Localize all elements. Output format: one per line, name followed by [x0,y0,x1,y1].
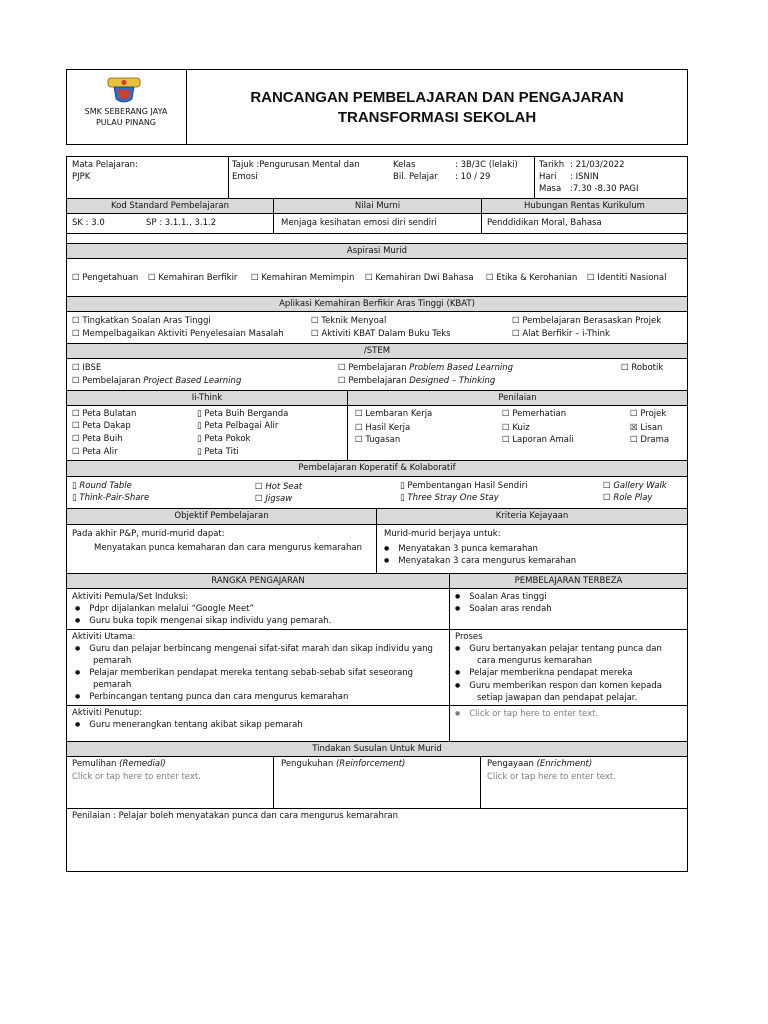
proses-title: Proses [455,632,483,642]
penilaian-item[interactable]: ☐ Hasil Kerja [355,423,411,433]
utama-item-cont: pemarah [93,680,132,690]
label-text: Pengukuhan [281,759,336,769]
koperatif-item[interactable]: ▯ Three Stray One Stay [400,493,499,503]
students-label: Bil. Pelajar [393,172,438,182]
stem-prefix: ☐ Pembelajaran [338,363,410,373]
divider [66,629,688,630]
pengukuhan-label [281,759,405,770]
penilaian-header-text: Penilaian [498,393,537,403]
koperatif-item[interactable]: ☐ Jigsaw [255,494,293,504]
objektif-text: Menyatakan punca kemaharan dan cara mengurus kemarahan [94,543,362,553]
sk-value: SK : 3.0 [72,218,105,228]
label-italic: (Reinforcement) [335,759,406,769]
kriteria-item: ● Menyatakan 3 cara mengurus kemarahan [384,556,576,567]
ithink-item[interactable]: ▯ Peta Buih Berganda [197,409,289,419]
penilaian-item[interactable]: ☐ Lembaran Kerja [355,409,433,419]
school-location: PULAU PINANG [95,118,156,127]
koperatif-item[interactable]: ▯ Think-Pair-Share [72,493,150,503]
induksi-title: Aktiviti Pemula/Set Induksi: [72,592,189,602]
objektif-header [66,508,377,525]
utama-title: Aktiviti Utama: [72,632,136,642]
stem-italic: Designed – Thinking [409,376,496,386]
kod-header [66,198,274,214]
stem-design-thinking[interactable] [338,376,495,387]
utama-item: ● Guru dan pelajar berbincang mengenai sifat-sifat marah dan sikap individu yang [75,644,433,655]
penilaian-footer: Penilaian : Pelajar boleh menyatakan punca dan cara mengurus kemarahran [72,811,398,821]
topic-line2: Emosi [232,172,258,182]
ithink-item[interactable]: ☐ Peta Dakap [72,421,131,431]
penilaian-item[interactable]: ☐ Laporan Amali [502,435,574,445]
proses-item: ● Guru memberikan respon dan komen kepada [455,681,662,692]
aspirasi-item[interactable]: ☐ Pengetahuan [72,273,139,283]
kod-header-text: Kod Standard Pembelajaran [110,201,229,211]
divider [449,588,450,741]
hubungan-value: Penddidikan Moral, Bahasa [487,218,602,228]
ithink-item[interactable]: ▯ Peta Pelbagai Alir [197,421,279,431]
divider [66,233,688,234]
kbat-item[interactable]: ☐ Mempelbagaikan Aktiviti Penyelesaian Masalah [72,329,284,339]
kbat-item[interactable]: ☐ Tingkatkan Soalan Aras Tinggi [72,316,211,326]
stem-prefix: ☐ Pembelajaran [72,376,144,386]
ithink-item[interactable]: ☐ Peta Buih [72,434,123,444]
sp-value: SP : 3.1.1., 3.1.2 [146,218,217,228]
kbat-header-text: Aplikasi Kemahiran Berfikir Aras Tinggi (KBAT) [279,299,475,309]
nilai-value: Menjaga kesihatan emosi diri sendiri [281,218,437,228]
koperatif-item[interactable]: ▯ Round Table [72,481,132,491]
hubungan-header [481,198,688,214]
divider [66,705,688,706]
ithink-item[interactable]: ▯ Peta Titi [197,447,239,457]
subject-label: Mata Pelajaran: [72,160,138,170]
kriteria-intro: Murid-murid berjaya untuk: [384,529,501,539]
page-title: RANCANGAN PEMBELAJARAN DAN PENGAJARAN [250,89,624,106]
nilai-header [273,198,482,214]
hubungan-header-text: Hubungan Rentas Kurikulum [524,201,645,211]
pemulihan-input[interactable]: Click or tap here to enter text. [72,772,201,782]
school-name: SMK SEBERANG JAYA [84,107,168,116]
koperatif-header [66,460,688,477]
aspirasi-item[interactable]: ☐ Identiti Nasional [587,273,667,283]
penutup-item: ● Guru menerangkan tentang akibat sikap pemarah [75,720,303,731]
kbat-item[interactable]: ☐ Teknik Menyoal [311,316,387,326]
divider [481,213,482,233]
koperatif-item[interactable]: ▯ Pembentangan Hasil Sendiri [400,481,528,491]
kriteria-item: ● Menyatakan 3 punca kemarahan [384,544,538,555]
induksi-item: ● Guru buka topik mengenai sikap individu yang pemarah. [75,616,331,627]
penilaian-item[interactable]: ☐ Drama [630,435,670,445]
time-value: :7.30 -8.30 PAGI [570,184,639,194]
kbat-item[interactable]: ☐ Aktiviti KBAT Dalam Buku Teks [311,329,451,339]
penilaian-item[interactable]: ☐ Projek [630,409,667,419]
page-subtitle: TRANSFORMASI SEKOLAH [337,109,537,126]
divider [228,156,229,198]
divider [480,756,481,809]
stem-project-based[interactable] [72,376,241,387]
label-italic: (Enrichment) [536,759,593,769]
kriteria-header [376,508,688,525]
subject-value: PJPK [72,172,91,182]
ithink-item[interactable]: ☐ Peta Alir [72,447,118,457]
aspirasi-item[interactable]: ☐ Kemahiran Memimpin [251,273,355,283]
aspirasi-item[interactable]: ☐ Etika & Kerohanian [486,273,578,283]
terbeza-placeholder[interactable]: ● Click or tap here to enter text. [455,709,598,720]
stem-italic: Project Based Learning [143,376,242,386]
proses-item-cont: setiap jawapan dan pendapat pelajar. [477,693,638,703]
time-label: Masa [539,184,562,194]
students-value: : 10 / 29 [455,172,491,182]
stem-header [66,343,688,359]
pemulihan-label [72,759,166,770]
date-label: Tarikh [539,160,565,170]
koperatif-item[interactable]: ☐ Hot Seat [255,482,303,492]
kriteria-header-text: Kriteria Kejayaan [495,511,569,521]
ithink-header-text: Ii-Think [191,393,223,403]
stem-robotik[interactable]: ☐ Robotik [621,363,664,373]
induksi-item: ● Pdpr dijalankan melalui “Google Meet” [75,604,254,615]
ithink-item[interactable]: ▯ Peta Pokok [197,434,251,444]
utama-item: ● Pelajar memberikan pendapat mereka tentang sebab-sebab sifat seseorang [75,668,413,679]
kbat-header [66,296,688,312]
penilaian-item[interactable]: ☒ Lisan [630,423,663,433]
penilaian-item[interactable]: ☐ Kuiz [502,423,530,433]
day-label: Hari [539,172,557,182]
label-text: Pemulihan [72,759,120,769]
stem-header-text: /STEM [363,346,391,356]
penilaian-item[interactable]: ☐ Tugasan [355,435,401,445]
divider [534,156,535,198]
utama-item: ● Perbincangan tentang punca dan cara mengurus kemarahan [75,692,348,703]
class-label: Kelas [393,160,416,170]
stem-ibse[interactable]: ☐ IBSE [72,363,102,373]
proses-item-cont: cara mengurus kemarahan [477,656,593,666]
terbeza-item: ● Soalan Aras tinggi [455,592,547,603]
stem-prefix: ☐ Pembelajaran [338,376,410,386]
terbeza-header-text: PEMBELAJARAN TERBEZA [514,576,623,586]
penilaian-item[interactable]: ☐ Pemerhatian [502,409,567,419]
aspirasi-header-text: Aspirasi Murid [346,246,408,256]
koperatif-item[interactable]: ☐ Gallery Walk [603,481,667,491]
divider [273,213,274,233]
utama-item-cont: pemarah [93,656,132,666]
aspirasi-header [66,243,688,259]
nilai-header-text: Nilai Murni [354,201,401,211]
penilaian-header [347,390,688,406]
koperatif-header-text: Pembelajaran Koperatif & Kolaboratif [298,463,456,473]
school-crest-icon [106,75,142,105]
terbeza-item: ● Soalan aras rendah [455,604,552,615]
rangka-header [66,573,450,589]
divider [376,524,377,573]
objektif-intro: Pada akhir P&P, murid-murid dapat: [72,529,225,539]
rangka-header-text: RANGKA PENGAJARAN [211,576,305,586]
terbeza-header [449,573,688,589]
date-value: : 21/03/2022 [570,160,625,170]
aspirasi-item[interactable]: ☐ Kemahiran Berfikir [148,273,238,283]
ithink-header [66,390,348,406]
susulan-header [66,741,688,757]
day-value: : ISNIN [570,172,599,182]
ithink-item[interactable]: ☐ Peta Bulatan [72,409,137,419]
divider [273,756,274,809]
class-value: : 3B/3C (lelaki) [455,160,518,170]
divider [66,808,688,809]
pengayaan-input[interactable]: Click or tap here to enter text. [487,772,616,782]
proses-item: ● Guru bertanyakan pelajar tentang punca dan [455,644,662,655]
koperatif-item[interactable]: ☐ Role Play [603,493,653,503]
kbat-item[interactable]: ☐ Alat Berfikir – i-Think [512,329,610,339]
topic-line1: Tajuk :Pengurusan Mental dan [232,160,360,170]
penutup-title: Aktiviti Penutup: [72,708,143,718]
susulan-header-text: Tindakan Susulan Untuk Murid [312,744,442,754]
kbat-item[interactable]: ☐ Pembelajaran Berasaskan Projek [512,316,662,326]
stem-italic: Problem Based Learning [409,363,514,373]
stem-problem-based[interactable] [338,363,513,374]
objektif-header-text: Objektif Pembelajaran [174,511,269,521]
proses-item: ● Pelajar memberikna pendapat mereka [455,668,632,679]
aspirasi-item[interactable]: ☐ Kemahiran Dwi Bahasa [365,273,474,283]
label-italic: (Remedial) [119,759,166,769]
divider [347,405,348,460]
label-text: Pengayaan [487,759,537,769]
pengayaan-label [487,759,592,770]
